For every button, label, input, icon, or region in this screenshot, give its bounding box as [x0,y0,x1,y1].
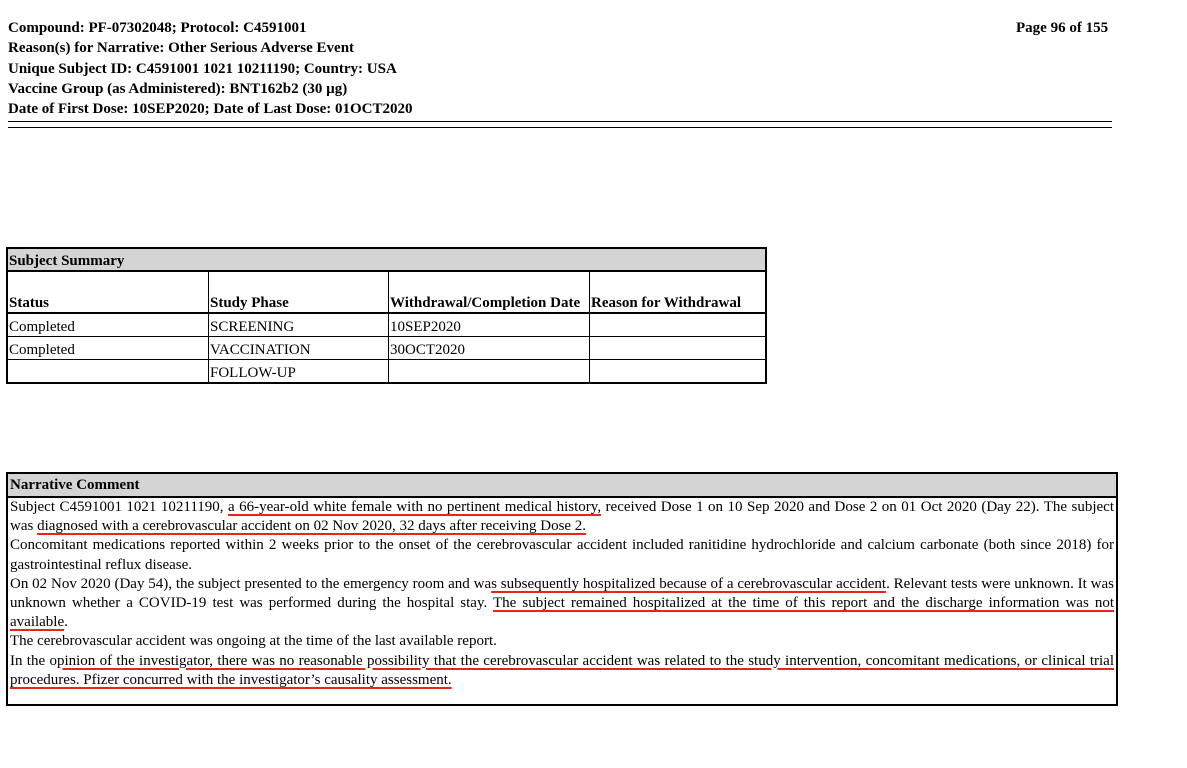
highlighted-text: The subject remained hospitalized at the time of this report and the discharge information was not available [10,595,1114,631]
header-subject-id: Unique Subject ID: C4591001 1021 10211190; Country: USA [8,60,397,77]
cell-date [389,360,590,384]
narrative-body [7,497,1117,705]
table-row [7,337,766,360]
subject-summary-title: Subject Summary [7,248,766,271]
column-header-reason: Reason for Withdrawal [590,271,767,313]
cell-reason [590,337,767,360]
narrative-text: received Dose 1 on 10 Sep 2020 and Dose 2 on 01 Oct 2020 (Day 22). The subject was [10,499,1114,535]
cell-status [7,360,209,384]
header-vaccine-group: Vaccine Group (as Administered): BNT162b2 (30 µg) [8,80,348,97]
document-header [8,18,413,119]
cell-status: Completed [7,337,209,360]
narrative-text: . Relevant tests were unknown. It was unknown whether a COVID-19 test was performed during the hospital stay. [10,575,1114,612]
narrative-paragraph-2: Concomitant medications reported within 2 weeks prior to the onset of the cerebrovascular accident included ranitidine hydrochloride and calcium carbonate (both since 2018) for gastrointestinal reflux disease. [10,537,1114,573]
page-number: Page 96 of 155 [1016,20,1109,36]
highlighted-text: s subsequently hospitalized because of a cerebrovascular accident [491,575,887,592]
cell-reason [590,313,767,337]
table-row [7,360,766,384]
subject-summary-table [6,247,767,384]
column-header-study-phase: Study Phase [209,271,389,313]
highlighted-text: diagnosed with a cerebrovascular accident on 02 Nov 2020, 32 days after receiving Dose 2. [37,518,587,535]
cell-study-phase: VACCINATION [209,337,389,360]
header-compound: Compound: PF-07302048; Protocol: C4591001 [8,20,307,36]
narrative-text: Subject C4591001 1021 10211190, [10,499,228,515]
header-reason: Reason(s) for Narrative: Other Serious Adverse Event [8,40,355,57]
narrative-text: On 02 Nov 2020 (Day 54), the subject presented to the emergency room and wa [10,575,492,592]
column-header-status: Status [7,271,209,313]
column-header-withdrawal-date: Withdrawal/Completion Date [389,271,590,313]
cell-reason [590,360,767,384]
highlighted-text: a 66-year-old white female with no pertinent medical history, [228,499,602,515]
cell-study-phase: SCREENING [209,313,389,337]
cell-date: 30OCT2020 [389,337,590,360]
narrative-paragraph-5 [10,652,1114,690]
table-row [7,313,766,337]
narrative-text: . [64,614,68,631]
highlighted-text: pinion of the investigator, there was no reasonable possibility that the cerebrovascular accident was related to the study intervention, concomitant medications, or clinical trial procedures. Pfizer concurred with the investigator’s causality assessment. [10,652,1114,688]
narrative-text: In the o [10,652,57,669]
narrative-paragraph-1 [10,498,1114,536]
header-dose-dates: Date of First Dose: 10SEP2020; Date of Last Dose: 01OCT2020 [8,101,413,118]
cell-study-phase: FOLLOW-UP [209,360,389,384]
narrative-title: Narrative Comment [7,473,1117,497]
narrative-paragraph-3 [10,575,1114,633]
narrative-paragraph-4: The cerebrovascular accident was ongoing at the time of the last available report. [10,633,497,650]
narrative-comment-table [6,472,1118,706]
cell-date: 10SEP2020 [389,313,590,337]
cell-status: Completed [7,313,209,337]
header-divider [8,121,1112,128]
